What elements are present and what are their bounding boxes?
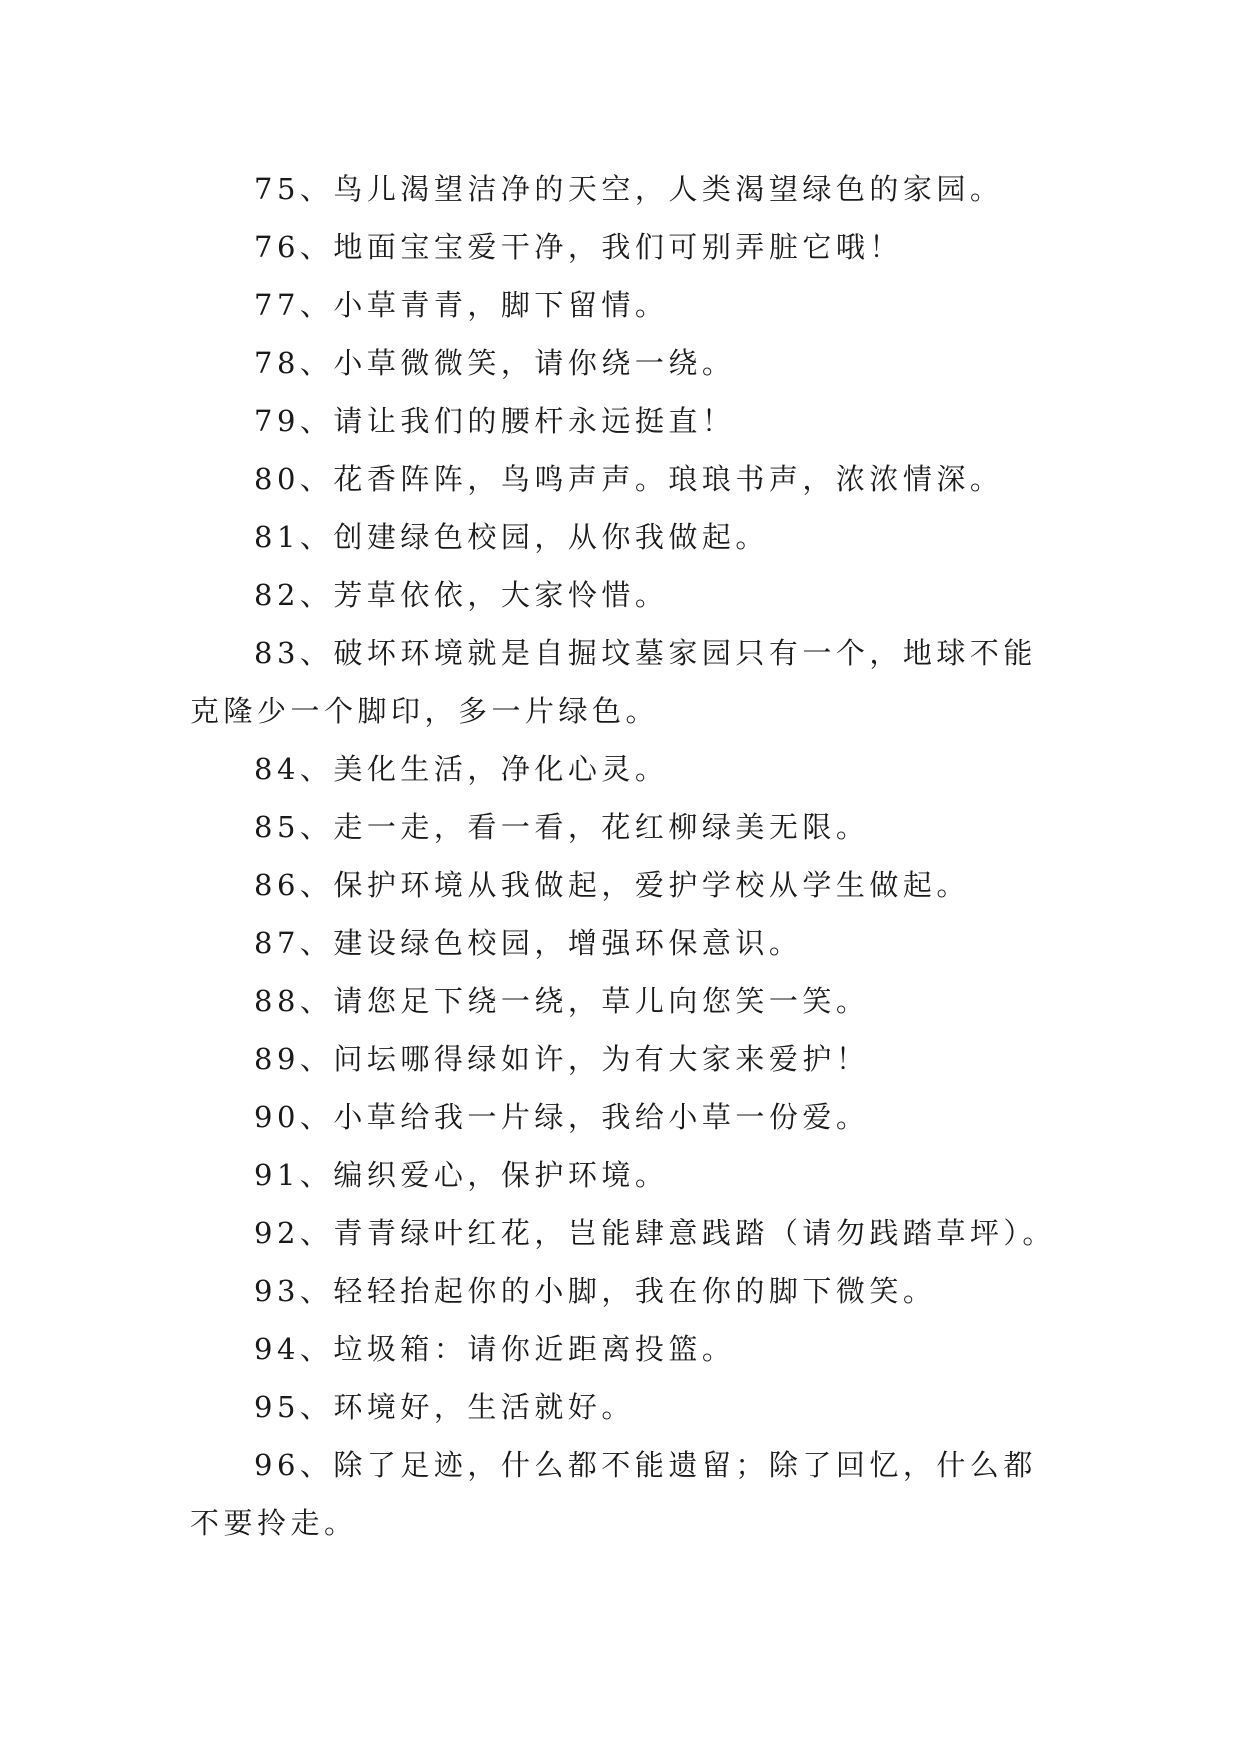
paragraph-86: 86、保护环境从我做起，爱护学校从学生做起。 [254,868,970,902]
paragraph-84: 84、美化生活，净化心灵。 [254,752,669,786]
paragraph-94: 94、垃圾箱：请你近距离投篮。 [254,1332,736,1366]
paragraph-89: 89、问坛哪得绿如许，为有大家来爱护！ [254,1042,870,1076]
paragraph-92: 92、青青绿叶红花，岂能肆意践踏（请勿践踏草坪）。 [254,1216,1056,1250]
paragraph-80: 80、花香阵阵，鸟鸣声声。琅琅书声，浓浓情深。 [254,462,1004,496]
paragraph-75: 75、鸟儿渴望洁净的天空，人类渴望绿色的家园。 [254,172,1004,206]
document-body [190,160,1056,1552]
paragraph-77: 77、小草青青，脚下留情。 [254,288,669,322]
paragraph-91: 91、编织爱心，保护环境。 [254,1158,669,1192]
paragraph-90: 90、小草给我一片绿，我给小草一份爱。 [254,1100,870,1134]
paragraph-87: 87、建设绿色校园，增强环保意识。 [254,926,803,960]
paragraph-95: 95、环境好，生活就好。 [254,1390,635,1424]
paragraph-85: 85、走一走，看一看，花红柳绿美无限。 [254,810,870,844]
paragraph-96: 96、除了足迹，什么都不能遗留；除了回忆，什么都不要拎走。 [190,1448,1037,1540]
paragraph-79: 79、请让我们的腰杆永远挺直！ [254,404,736,438]
paragraph-78: 78、小草微微笑，请你绕一绕。 [254,346,736,380]
paragraph-93: 93、轻轻抬起你的小脚，我在你的脚下微笑。 [254,1274,937,1308]
paragraph-82: 82、芳草依依，大家怜惜。 [254,578,669,612]
paragraph-83: 83、破坏环境就是自掘坟墓家园只有一个，地球不能克隆少一个脚印，多一片绿色。 [190,636,1037,728]
paragraph-76: 76、地面宝宝爱干净，我们可别弄脏它哦！ [254,230,903,264]
paragraph-81: 81、创建绿色校园，从你我做起。 [254,520,769,554]
paragraph-88: 88、请您足下绕一绕，草儿向您笑一笑。 [254,984,870,1018]
